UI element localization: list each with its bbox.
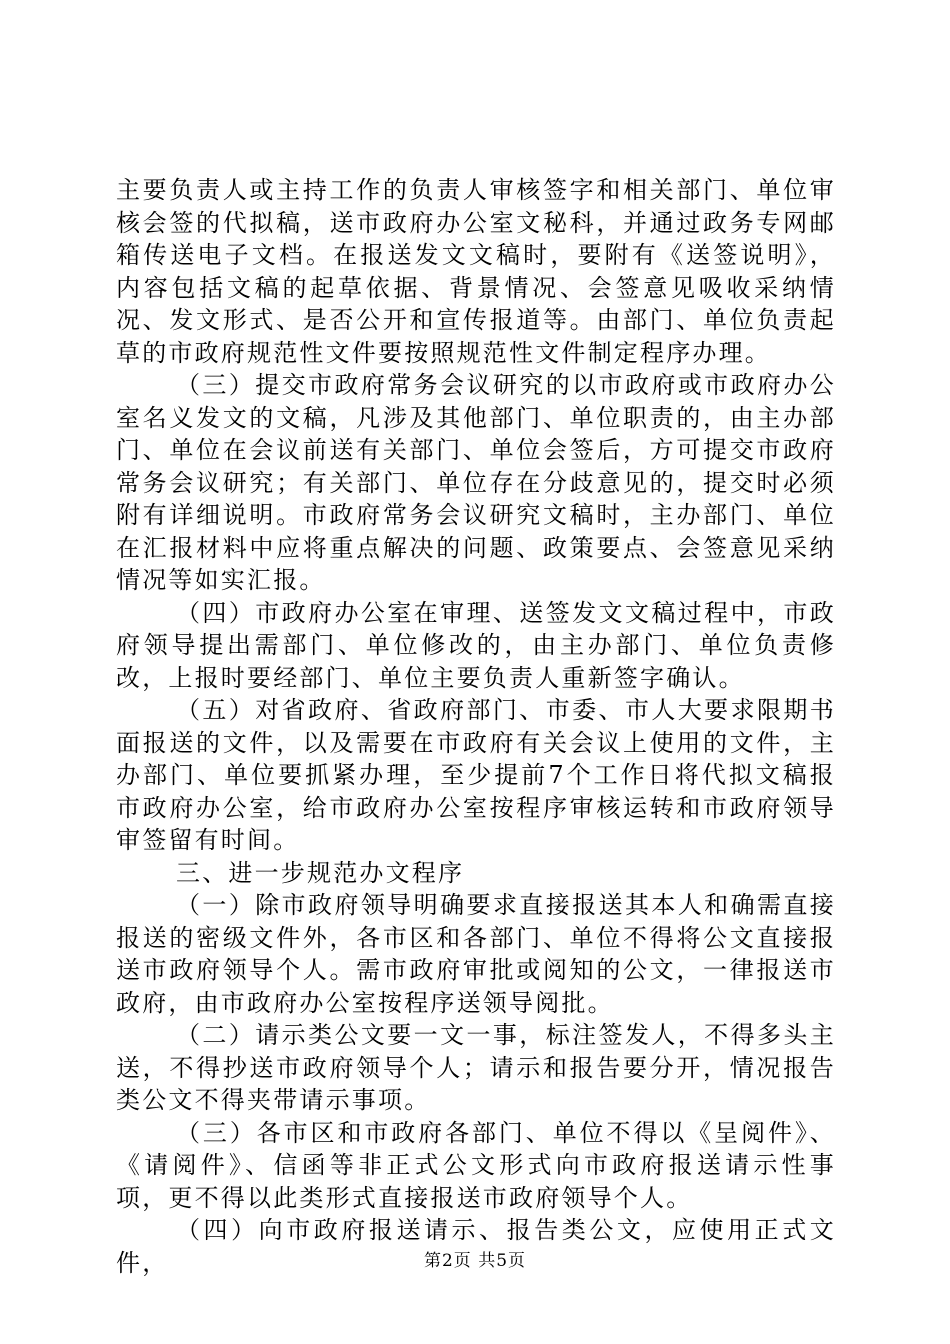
paragraph-4: （五）对省政府、省政府部门、市委、市人大要求限期书面报送的文件，以及需要在市政府有关会议上使用的文件，主办部门、单位要抓紧办理，至少提前7个工作日将代拟文稿报市政府办公室，给市政府办公室按程序审核运转和市政府领导审签留有时间。 <box>116 696 836 854</box>
paragraph-2: （三）提交市政府常务会议研究的以市政府或市政府办公室名义发文的文稿，凡涉及其他部门、单位职责的，由主办部门、单位在会议前送有关部门、单位会签后，方可提交市政府常务会议研究；有关部门、单位存在分歧意见的，提交时必须附有详细说明。市政府常务会议研究文稿时，主办部门、单位在汇报材料中应将重点解决的问题、政策要点、会签意见采纳情况等如实汇报。 <box>116 371 836 594</box>
document-body <box>116 174 836 1279</box>
paragraph-6: （二）请示类公文要一文一事，标注签发人，不得多头主送，不得抄送市政府领导个人；请示和报告要分开，情况报告类公文不得夹带请示事项。 <box>116 1021 836 1114</box>
paragraph-8: （四）向市政府报送请示、报告类公文，应使用正式文件， <box>116 1216 836 1277</box>
paragraph-5: （一）除市政府领导明确要求直接报送其本人和确需直接报送的密级文件外，各市区和各部门、单位不得将公文直接报送市政府领导个人。需市政府审批或阅知的公文，一律报送市政府，由市政府办公室按程序送领导阅批。 <box>116 891 836 1017</box>
page-number-footer: 第2页 共5页 <box>423 1251 527 1271</box>
paragraph-1: 主要负责人或主持工作的负责人审核签字和相关部门、单位审核会签的代拟稿，送市政府办公室文秘科，并通过政务专网邮箱传送电子文档。在报送发文文稿时，要附有《送签说明》，内容包括文稿的起草依据、背景情况、会签意见吸收采纳情况、发文形式、是否公开和宣传报道等。由部门、单位负责起草的市政府规范性文件要按照规范性文件制定程序办理。 <box>116 176 836 367</box>
paragraph-7: （三）各市区和市政府各部门、单位不得以《呈阅件》、《请阅件》、信函等非正式公文形式向市政府报送请示性事项，更不得以此类形式直接报送市政府领导个人。 <box>116 1118 836 1212</box>
section-heading: 三、进一步规范办文程序 <box>176 858 465 887</box>
paragraph-3: （四）市政府办公室在审理、送签发文文稿过程中，市政府领导提出需部门、单位修改的，由主办部门、单位负责修改，上报时要经部门、单位主要负责人重新签字确认。 <box>116 598 836 692</box>
